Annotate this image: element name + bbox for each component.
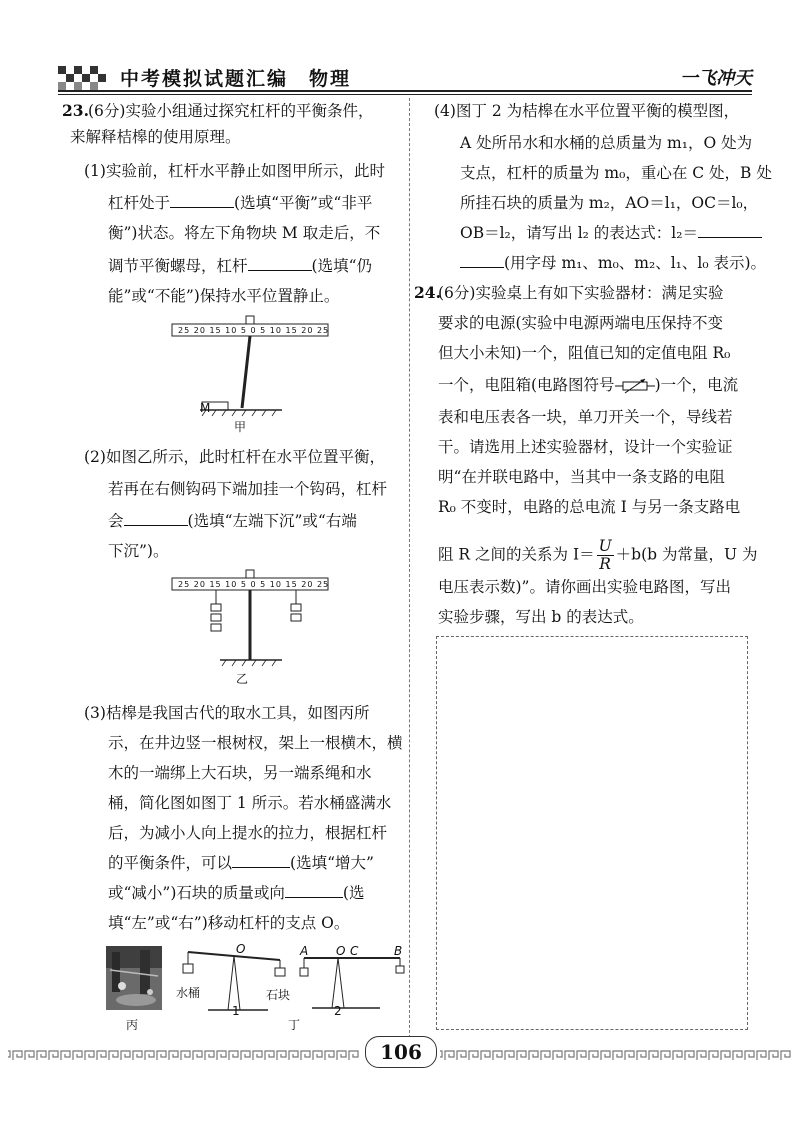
q23-p1-line3: 衡”)状态。将左下角物块 M 取走后，不 (108, 224, 381, 242)
q23-number: 23. (62, 101, 89, 120)
figure-ding-stone: 石块 (266, 988, 291, 1002)
figure-ding-caption: 丁 (288, 1018, 301, 1032)
figure-bing-photo (106, 946, 162, 1010)
q24-line7: 明“在并联电路中，当其中一条支路的电阻 (438, 468, 725, 486)
q23-p1-line4: 调节平衡螺母，杠杆 (选填“仍 (108, 257, 372, 275)
q23-p4-line6: (用字母 m₁、m₀、m₂、l₁、l₀ 表示)。 (460, 252, 766, 274)
q23-p4-line5: OB＝l₂，请写出 l₂ 的表达式：l₂＝ (460, 222, 762, 244)
q24-line3: 但大小未知)一个，阻值已知的定值电阻 R₀ (438, 344, 731, 362)
header-rule (58, 90, 752, 92)
figure-ding-bucket: 水桶 (176, 986, 201, 1000)
q23-p3-line2: 示，在井边竖一根树杈，架上一根横木，横 (108, 734, 403, 752)
header-logo (58, 60, 108, 90)
figure-ding-1-O: O (236, 942, 246, 956)
answer-blank-4[interactable] (232, 853, 290, 868)
q23-p2-line2: 若再在右侧钩码下端加挂一个钩码，杠杆 (108, 480, 388, 498)
q23-p2-line3: 会 (选填“左端下沉”或“右端 (108, 512, 357, 530)
q24-line11: 电压表示数)”。请你画出实验电路图，写出 (438, 578, 731, 596)
answer-blank-1[interactable] (170, 193, 234, 208)
q23-p2-line4: 下沉”)。 (108, 542, 169, 560)
q23-p4-line2: A 处所吊水和水桶的总质量为 m₁，O 处为 (460, 134, 753, 152)
q23-p1-line5: 能”或“不能”)保持水平位置静止。 (108, 287, 340, 305)
q24-line4: 一个，电阻箱(电路图符号 )一个，电流 (438, 376, 739, 394)
figure-jia-M: M (200, 401, 211, 415)
answer-blank-6-cont[interactable] (460, 253, 504, 268)
figure-bing-caption: 丙 (126, 1018, 139, 1032)
figure-yi-caption: 乙 (236, 672, 249, 686)
q24-line12: 实验步骤，写出 b 的表达式。 (438, 608, 644, 626)
figure-yi-scale: 25 20 15 10 5 0 5 10 15 20 25 (178, 580, 330, 589)
header-brand: 一飞冲天 (680, 68, 752, 89)
q24-line1: (6分)实验桌上有如下实验器材：满足实验 (438, 284, 724, 302)
q23-p1-line1: (1)实验前，杠杆水平静止如图甲所示，此时 (84, 162, 385, 180)
figure-ding-2-O: O (336, 944, 346, 958)
q23-p3-line3: 木的一端绑上大石块，另一端系绳和水 (108, 764, 372, 782)
q23-p3-line5: 后，为减小人向上提水的拉力，根据杠杆 (108, 824, 388, 842)
fraction-u-over-r: $\frac{U}{R}$ (598, 537, 612, 573)
page-number: 106 (365, 1036, 437, 1068)
q24-line6: 干。请选用上述实验器材，设计一个实验证 (438, 438, 733, 456)
figure-jia-scale: 25 20 15 10 5 0 5 10 15 20 25 (178, 326, 330, 335)
q24-line8: R₀ 不变时，电路的总电流 I 与另一条支路电 (438, 498, 741, 516)
resistor-box-symbol (615, 378, 655, 394)
answer-blank-5[interactable] (285, 883, 343, 898)
q23-intro-1: (6分)实验小组通过探究杠杆的平衡条件， (88, 102, 374, 120)
q24-line9: 阻 R 之间的关系为 I＝ $\frac{U}{R}$ ＋b(b 为常量，U 为 (438, 537, 758, 573)
figure-ding-2-A: A (300, 944, 309, 958)
q24-answer-box[interactable] (436, 636, 748, 1030)
figure-jia-caption: 甲 (234, 420, 247, 434)
q24-number: 24. (414, 283, 441, 302)
q23-p3-line6: 的平衡条件，可以 (选填“增大” (108, 854, 374, 872)
q23-p4-line3: 支点，杠杆的质量为 m₀，重心在 C 处，B 处 (460, 164, 772, 182)
q23-intro-2: 来解释桔槔的使用原理。 (70, 128, 241, 146)
figure-ding-2-num: 2 (334, 1004, 342, 1018)
answer-blank-6[interactable] (698, 223, 762, 238)
q23-p3-line7: 或“减小”)石块的质量或向 (选 (108, 884, 365, 902)
answer-blank-3[interactable] (124, 511, 188, 526)
header-title: 中考模拟试题汇编 物理 (120, 68, 352, 90)
q24-line5: 表和电压表各一块，单刀开关一个，导线若 (438, 408, 733, 426)
q23-p4-line1: (4)图丁 2 为桔槔在水平位置平衡的模型图， (434, 102, 740, 120)
q23-p3-line8: 填“左”或“右”)移动杠杆的支点 O。 (108, 914, 350, 932)
figure-ding-2-C: C (350, 944, 359, 958)
q23-p1-line2: 杠杆处于 (选填“平衡”或“非平 (108, 194, 373, 212)
q23-p3-line1: (3)桔槔是我国古代的取水工具，如图丙所 (84, 704, 370, 722)
header-rule-thin (58, 94, 752, 95)
q23-p4-line4: 所挂石块的质量为 m₂，AO＝l₁，OC＝l₀， (460, 194, 759, 212)
q24-line2: 要求的电源(实验中电源两端电压保持不变 (438, 314, 724, 332)
q23-p3-line4: 桶，简化图如图丁 1 所示。若水桶盛满水 (108, 794, 392, 812)
q23-p2-line1: (2)如图乙所示，此时杠杆在水平位置平衡， (84, 448, 385, 466)
answer-blank-2[interactable] (248, 256, 312, 271)
figure-ding-2-B: B (394, 944, 403, 958)
column-divider (409, 98, 410, 1038)
figure-ding-1-num: 1 (232, 1004, 240, 1018)
